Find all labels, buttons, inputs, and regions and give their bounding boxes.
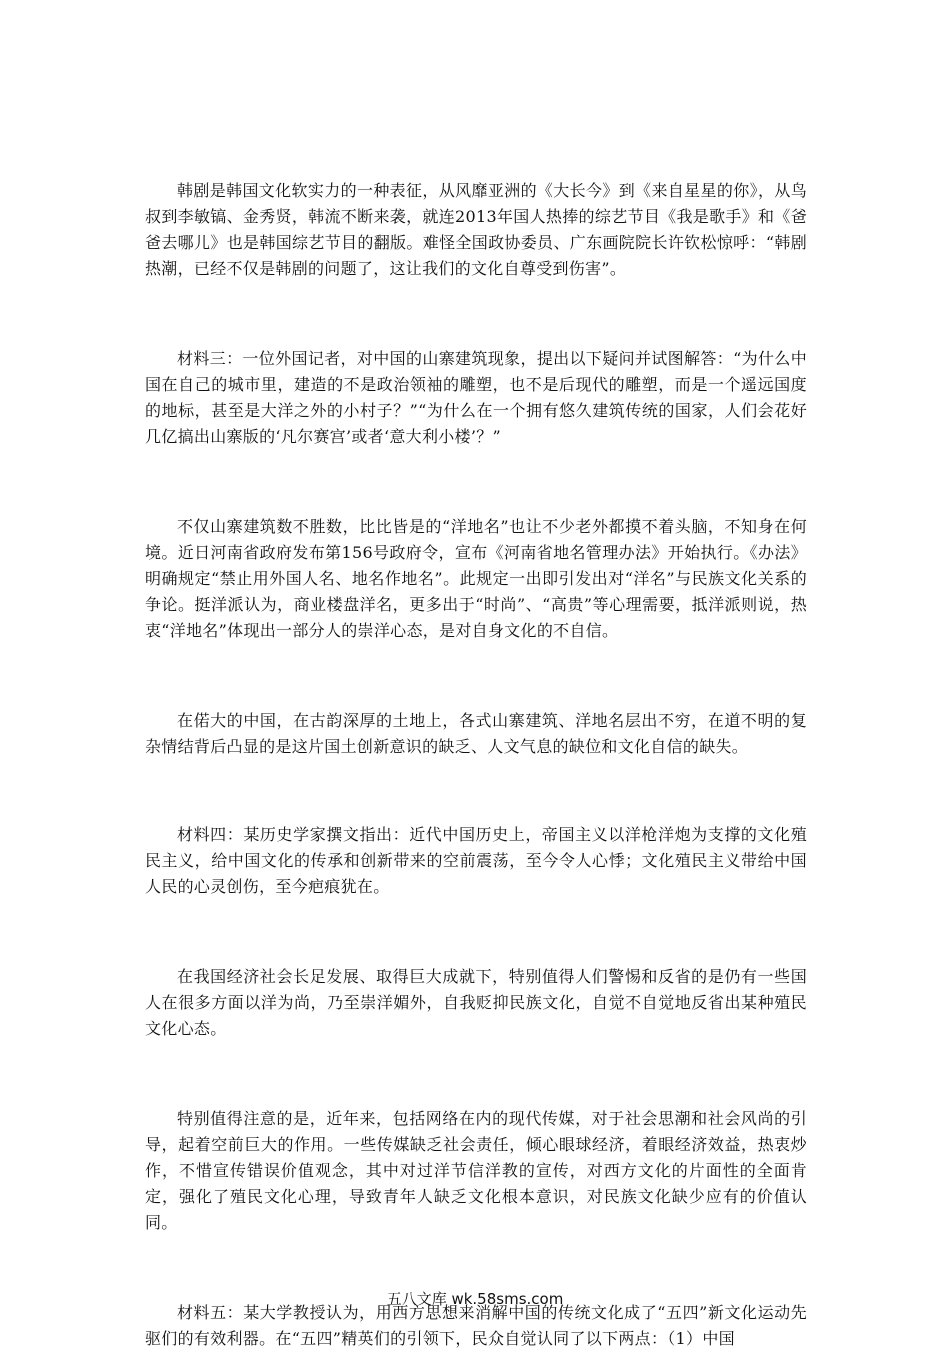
paragraph-modern-media: 特别值得注意的是，近年来，包括网络在内的现代传媒，对于社会思潮和社会风尚的引导，起着空前巨大的作用。一些传媒缺乏社会责任，倾心眼球经济，着眼经济效益，热衷炒作，不惜宣传错误价值观念，其中对过洋节信洋教的宣传，对西方文化的片面性的全面肯定，强化了殖民文化心理，导致青年人缺乏文化根本意识，对民族文化缺少应有的价值认同。	[145, 1109, 807, 1232]
document-body	[145, 178, 807, 1352]
paragraph-material-three: 材料三：一位外国记者，对中国的山寨建筑现象，提出以下疑问并试图解答：“为什么中国在自己的城市里，建造的不是政治领袖的雕塑，也不是后现代的雕塑，而是一个遥远国度的地标，甚至是大洋之外的小村子？”“为什么在一个拥有悠久建筑传统的国家，人们会花好几亿搞出山寨版的‘凡尔赛宫’或者‘意大利小楼’？”	[145, 349, 807, 446]
paragraph-copycat-buildings: 在偌大的中国，在古韵深厚的土地上，各式山寨建筑、洋地名层出不穷，在道不明的复杂情结背后凸显的是这片国土创新意识的缺乏、人文气息的缺位和文化自信的缺失。	[145, 711, 807, 756]
paragraph-colonial-mentality: 在我国经济社会长足发展、取得巨大成就下，特别值得人们警惕和反省的是仍有一些国人在很多方面以洋为尚，乃至崇洋媚外，自我贬抑民族文化，自觉不自觉地反省出某种殖民文化心态。	[145, 967, 807, 1038]
paragraph-material-five: 材料五：某大学教授认为，用西方思想来消解中国的传统文化成了“五四”新文化运动先驱们的有效利器。在“五四”精英们的引领下，民众自觉认同了以下两点：（1）中国	[145, 1303, 807, 1348]
paragraph-korean-wave: 韩剧是韩国文化软实力的一种表征，从风靡亚洲的《大长今》到《来自星星的你》，从鸟叔到李敏镐、金秀贤，韩流不断来袭，就连2013年国人热捧的综艺节目《我是歌手》和《爸爸去哪儿》也是韩国综艺节目的翻版。难怪全国政协委员、广东画院院长许钦松惊呼：“韩剧热潮，已经不仅是韩剧的问题了，这让我们的文化自尊受到伤害”。	[145, 181, 807, 278]
page-footer: 五八文库 wk.58sms.com	[386, 1290, 564, 1308]
paragraph-material-four: 材料四：某历史学家撰文指出：近代中国历史上，帝国主义以洋枪洋炮为支撑的文化殖民主义，给中国文化的传承和创新带来的空前震荡，至今令人心悸；文化殖民主义带给中国人民的心灵创伤，至今疤痕犹在。	[145, 825, 807, 896]
paragraph-foreign-place-names: 不仅山寨建筑数不胜数，比比皆是的“洋地名”也让不少老外都摸不着头脑，不知身在何境。近日河南省政府发布第156号政府令，宣布《河南省地名管理办法》开始执行。《办法》明确规定“禁止用外国人名、地名作地名”。此规定一出即引发出对“洋名”与民族文化关系的争论。挺洋派认为，商业楼盘洋名，更多出于“时尚”、“高贵”等心理需要，抵洋派则说，热衷“洋地名”体现出一部分人的崇洋心态，是对自身文化的不自信。	[145, 517, 807, 640]
